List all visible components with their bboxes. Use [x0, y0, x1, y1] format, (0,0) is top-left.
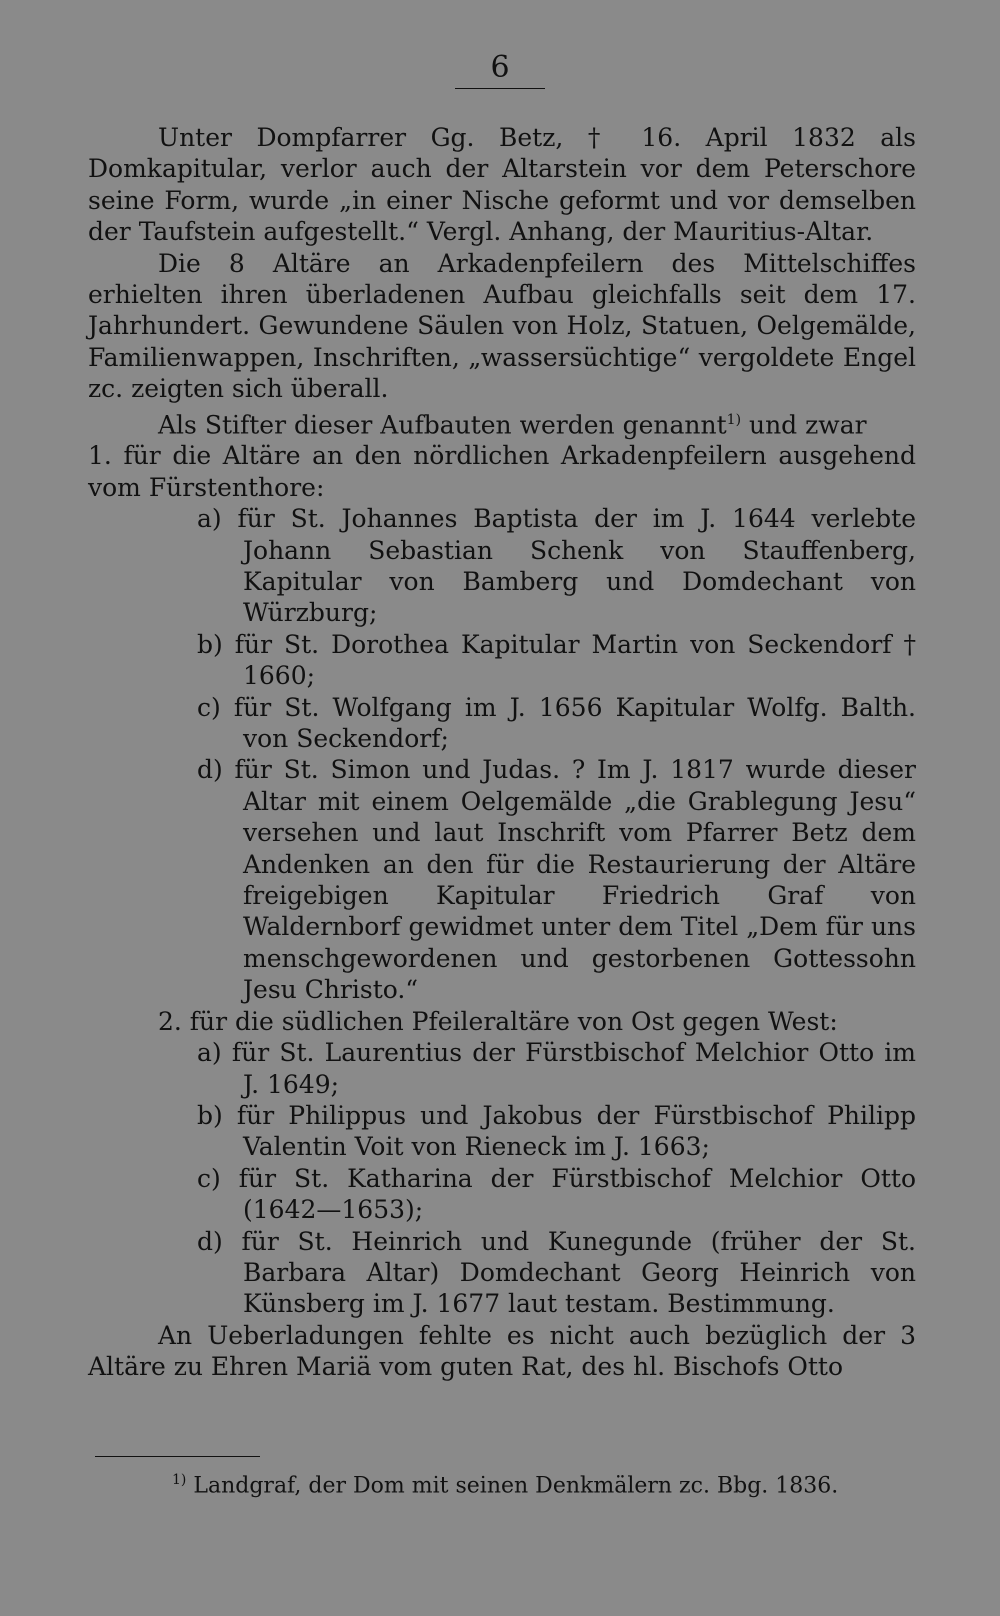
list-item-north-b: b) für St. Dorothea Kapitular Martin von Seckendorf † 1660;	[197, 629, 916, 691]
footnote-rule	[95, 1456, 260, 1457]
list-item-north-c: c) für St. Wolfgang im J. 1656 Kapitular Wolfg. Balth. von Seckendorf;	[197, 692, 916, 754]
list-item-north-a: a) für St. Johannes Baptista der im J. 1644 verlebte Johann Sebastian Schenk von Stauffenberg, Kapitular von Bamberg und Domdechant von Würzburg;	[197, 504, 916, 628]
paragraph-3-text: Als Stifter dieser Aufbauten werden genannt	[158, 409, 727, 439]
footnote	[172, 1465, 912, 1501]
list-item-south-d: d) für St. Heinrich und Kunegunde (früher der St. Barbara Altar) Domdechant Georg Heinrich von Künsberg im J. 1677 laut testam. Bestimmung.	[197, 1226, 916, 1319]
list-heading-south: 2. für die südlichen Pfeileraltäre von Ost gegen West:	[158, 1006, 838, 1036]
list-item-south-b: b) für Philippus und Jakobus der Fürstbischof Philipp Valentin Voit von Rieneck im J. 1663;	[197, 1100, 916, 1162]
paragraph-2: Die 8 Altäre an Arkadenpfeilern des Mittelschiffes erhielten ihren überladenen Aufbau gleichfalls seit dem 17. Jahrhundert. Gewundene Säulen von Holz, Statuen, Oelgemälde, Familienwappen, Inschriften, „wassersüchtige“ vergoldete Engel zc. zeigten sich überall.	[88, 248, 916, 404]
paragraph-1: Unter Dompfarrer Gg. Betz, † 16. April 1832 als Domkapitular, verlor auch der Altarstein vor dem Peterschore seine Form, wurde „in einer Nische geformt und vor demselben der Taufstein aufgestellt.“ Vergl. Anhang, der Mauritius-Altar.	[88, 123, 916, 247]
page-number-rule	[455, 88, 545, 89]
footnote-reference: 1)	[726, 411, 742, 428]
paragraph-3	[88, 405, 916, 441]
paragraph-3-tail: und zwar	[741, 409, 867, 439]
list-item-north-d: d) für St. Simon und Judas. ? Im J. 1817 wurde dieser Altar mit einem Oelgemälde „die Grablegung Jesu“ versehen und laut Inschrift vom Pfarrer Betz dem Andenken an den für die Restaurierung der Altäre freigebigen Kapitular Friedrich Graf von Waldernborf gewidmet unter dem Titel „Dem für uns menschgewordenen und gestorbenen Gottessohn Jesu Christo.“	[197, 755, 916, 1005]
list-heading-north: 1. für die Altäre an den nördlichen Arkadenpfeilern ausgehend vom Fürstenthore:	[88, 441, 916, 502]
footnote-marker: 1)	[172, 1472, 187, 1488]
list-item-south-c: c) für St. Katharina der Fürstbischof Melchior Otto (1642—1653);	[197, 1163, 916, 1225]
list-item-south-a: a) für St. Laurentius der Fürstbischof Melchior Otto im J. 1649;	[197, 1038, 916, 1099]
footnote-text: Landgraf, der Dom mit seinen Denkmälern zc. Bbg. 1836.	[186, 1473, 839, 1499]
page-number: 6	[490, 50, 510, 85]
paragraph-final: An Ueberladungen fehlte es nicht auch bezüglich der 3 Altäre zu Ehren Mariä vom guten Rat, des hl. Bischofs Otto	[88, 1320, 916, 1382]
body-text	[88, 122, 916, 1383]
